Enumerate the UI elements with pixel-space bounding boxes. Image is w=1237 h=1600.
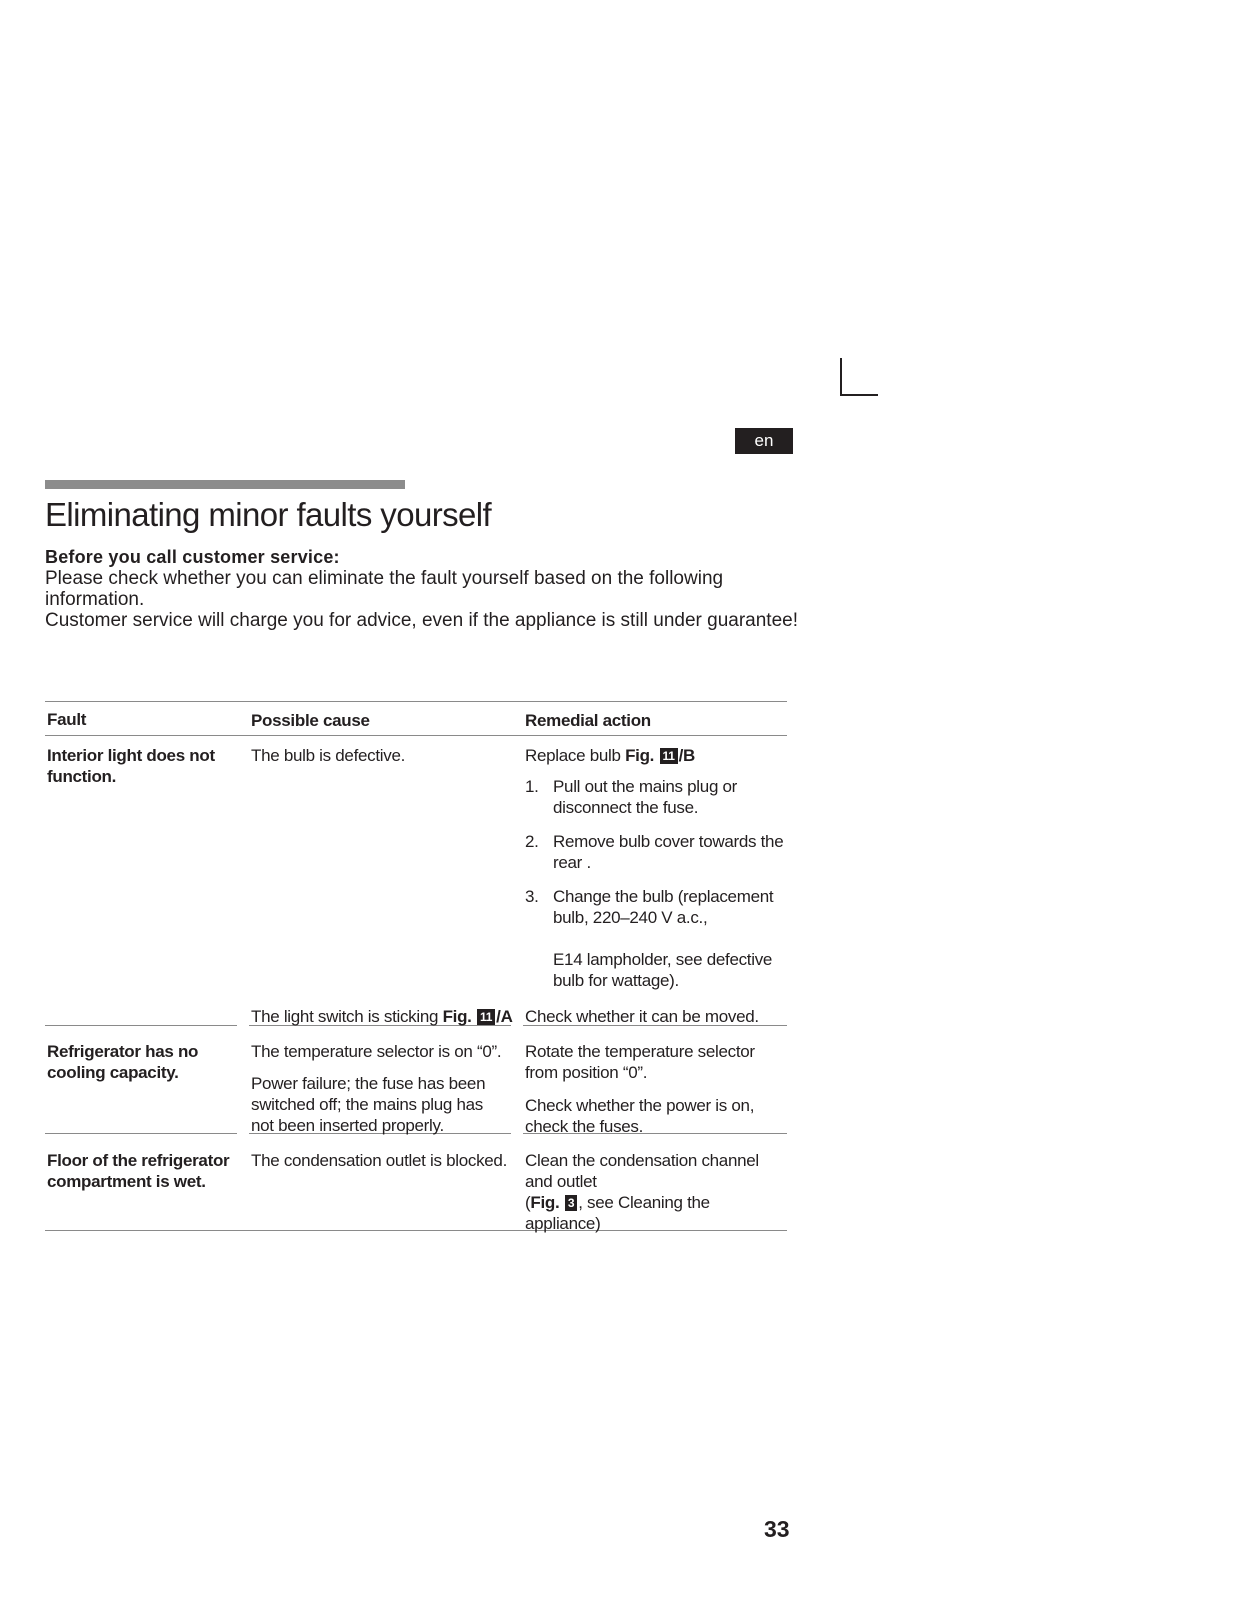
table-top-rule [45,701,787,702]
row2-fault-rule [45,1133,237,1134]
row2-action-2: Check whether the power is on, check the fuses. [525,1096,755,1136]
action-text: Replace bulb [525,746,626,765]
fig-label: Fig. [442,1007,472,1026]
intro-paragraph-2: Customer service will charge you for advice, even if the appliance is still under guarantee! [45,610,798,631]
header-fault: Fault [47,710,87,729]
figure-number-badge: 3 [565,1195,577,1211]
language-badge: en [735,428,793,454]
row3-fault: Floor of the refrigerator compartment is wet. [47,1151,230,1191]
action-text: , see Cleaning the appliance) [525,1193,710,1233]
figure-number-badge: 11 [477,1009,495,1025]
header-action: Remedial action [525,711,651,730]
row1-cause-2 [251,1006,513,1027]
step-text: Remove bulb cover towards the rear . [553,832,784,872]
step-text: Pull out the mains plug or disconnect the fuse. [553,777,738,817]
row3-action-2 [525,1192,740,1234]
intro-lead: Before you call customer service: [45,547,340,567]
row3-cause: The condensation outlet is blocked. [251,1151,508,1170]
row2-cause-2: Power failure; the fuse has been switched off; the mains plug has not been inserted properly. [251,1074,486,1135]
row1-cause-1: The bulb is defective. [251,746,406,765]
step-number: 3. [525,887,539,906]
crop-mark [840,358,878,396]
row1-action-2: Check whether it can be moved. [525,1007,759,1026]
row2-action-1: Rotate the temperature selector from position “0”. [525,1042,755,1082]
row1-fault: Interior light does not function. [47,746,215,786]
cause-text: The light switch is sticking [251,1007,443,1026]
title-accent-bar [45,480,405,489]
row2-cause-1: The temperature selector is on “0”. [251,1042,502,1061]
page-number: 33 [764,1516,790,1542]
paren-open: ( [525,1193,531,1212]
figure-number-badge: 11 [660,748,678,764]
intro-paragraph-1: Please check whether you can eliminate the fault yourself based on the following information. [45,568,724,610]
row1-action-1 [525,745,695,766]
step-text: E14 lampholder, see defective bulb for wattage). [553,950,773,990]
fig-suffix: /B [678,746,696,765]
row3-action-1: Clean the condensation channel and outlet [525,1151,759,1191]
fig-label: Fig. [625,746,655,765]
header-rule [45,735,787,736]
page-title: Eliminating minor faults yourself [45,496,492,533]
step-number: 1. [525,777,539,796]
step-text: Change the bulb (replacement bulb, 220–240 V a.c., [553,887,774,927]
fig-suffix: /A [496,1007,513,1026]
row2-fault: Refrigerator has no cooling capacity. [47,1042,199,1082]
step-number: 2. [525,832,539,851]
row1-fault-rule [45,1025,237,1026]
intro-section [45,547,805,631]
header-cause: Possible cause [251,711,370,730]
fig-label: Fig. [530,1193,560,1212]
